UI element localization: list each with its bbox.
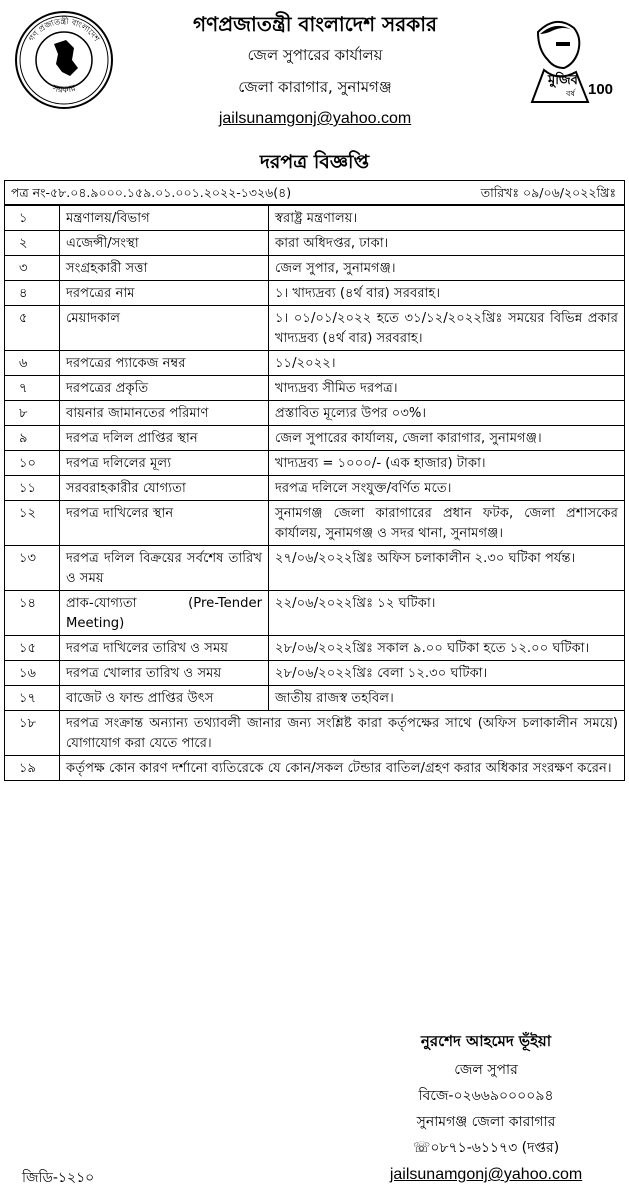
row-label: দরপত্র দলিল প্রাপ্তির স্থান — [60, 426, 269, 451]
row-value: দরপত্র দলিলে সংযুক্ত/বর্ণিত মতে। — [269, 476, 625, 501]
row-label: দরপত্র দাখিলের স্থান — [60, 501, 269, 546]
portrait-caption: মুজিব — [548, 73, 578, 88]
row-label: দরপত্রের প্যাকেজ নম্বর — [60, 351, 269, 376]
row-value: সুনামগঞ্জ জেলা কারাগারের প্রধান ফটক, জেলা প্রশাসকের কার্যালয়, সুনামগঞ্জ ও সদর থানা, সুনামগঞ্জ। — [269, 501, 625, 546]
tender-details-table — [4, 205, 625, 781]
table-row — [5, 661, 625, 686]
reference-row — [4, 180, 625, 205]
row-label: মন্ত্রণালয়/বিভাগ — [60, 206, 269, 231]
signatory-name: নুরশেদ আহমেদ ভূঁইয়া — [420, 1032, 552, 1050]
table-row — [5, 591, 625, 636]
row-number: ৫ — [5, 306, 60, 351]
row-label: দরপত্র খোলার তারিখ ও সময় — [60, 661, 269, 686]
row-value: ১। ০১/০১/২০২২ হতে ৩১/১২/২০২২খ্রিঃ সময়ের বিভিন্ন প্রকার খাদ্যদ্রব্য (৪র্থ বার) সরবরাহ। — [269, 306, 625, 351]
table-row — [5, 256, 625, 281]
row-value: খাদ্যদ্রব্য সীমিত দরপত্র। — [269, 376, 625, 401]
table-row — [5, 281, 625, 306]
row-number: ২ — [5, 231, 60, 256]
table-row — [5, 546, 625, 591]
government-name: গণপ্রজাতন্ত্রী বাংলাদেশ সরকার — [193, 12, 437, 36]
row-label: বাজেট ও ফান্ড প্রাপ্তির উৎস — [60, 686, 269, 711]
row-number: ৭ — [5, 376, 60, 401]
signatory-place: সুনামগঞ্জ জেলা কারাগার — [416, 1114, 556, 1130]
table-row — [5, 426, 625, 451]
signatory-bg-number: বিজে-০২৬৬৯০০০০৯৪ — [418, 1088, 554, 1104]
svg-text:সরকার — [50, 83, 78, 96]
row-label: মেয়াদকাল — [60, 306, 269, 351]
row-number: ১২ — [5, 501, 60, 546]
row-number: ১৮ — [5, 711, 60, 756]
row-number: ৬ — [5, 351, 60, 376]
row-label: দরপত্র দাখিলের তারিখ ও সময় — [60, 636, 269, 661]
row-value: কারা অধিদপ্তর, ঢাকা। — [269, 231, 625, 256]
row-number: ৪ — [5, 281, 60, 306]
row-label: দরপত্র দলিল বিক্রয়ের সর্বশেষ তারিখ ও সময় — [60, 546, 269, 591]
note-text: কর্তৃপক্ষ কোন কারণ দর্শানো ব্যতিরেকে যে কোন/সকল টেন্ডার বাতিল/গ্রহণ করার অধিকার সংরক্ষণ করেন। — [60, 756, 625, 781]
row-label: বায়নার জামানতের পরিমাণ — [60, 401, 269, 426]
row-value: জেল সুপারের কার্যালয়, জেলা কারাগার, সুনামগঞ্জ। — [269, 426, 625, 451]
row-value: প্রস্তাবিত মূল্যের উপর ০৩%। — [269, 401, 625, 426]
reference-number: পত্র নং-৫৮.০৪.৯০০০.১৫৯.০১.০০১.২০২২-১৩২৬(৪) — [11, 185, 292, 200]
row-number: ১৯ — [5, 756, 60, 781]
row-number: ১ — [5, 206, 60, 231]
row-value: ১। খাদ্যদ্রব্য (৪র্থ বার) সরবরাহ। — [269, 281, 625, 306]
signatory-phone: ☏০৮৭১-৬১১৭৩ (দপ্তর) — [412, 1140, 560, 1156]
notice-title: দরপত্র বিজ্ঞপ্তি — [259, 151, 370, 173]
gd-number: জিডি-১২১০ — [22, 1170, 95, 1186]
jail-name: জেলা কারাগার, সুনামগঞ্জ — [238, 78, 392, 96]
row-value: ২৮/০৬/২০২২খ্রিঃ সকাল ৯.০০ ঘটিকা হতে ১২.০০ ঘটিকা। — [269, 636, 625, 661]
header-email-link[interactable]: jailsunamgonj@yahoo.com — [218, 110, 412, 127]
row-label: দরপত্রের নাম — [60, 281, 269, 306]
logo-bottom-text: সরকার — [50, 83, 78, 96]
portrait-number: 100 — [588, 81, 614, 98]
row-number: ১৬ — [5, 661, 60, 686]
row-label: প্রাক-যোগ্যতা (Pre-Tender Meeting) — [60, 591, 269, 636]
table-row — [5, 206, 625, 231]
note-row — [5, 756, 625, 781]
mujib-portrait-logo — [508, 12, 620, 108]
office-name: জেল সুপারের কার্যালয় — [247, 46, 383, 64]
row-number: ৩ — [5, 256, 60, 281]
table-row — [5, 686, 625, 711]
row-value: জেল সুপার, সুনামগঞ্জ। — [269, 256, 625, 281]
row-number: ১৫ — [5, 636, 60, 661]
row-number: ১১ — [5, 476, 60, 501]
note-row — [5, 711, 625, 756]
row-label: দরপত্রের প্রকৃতি — [60, 376, 269, 401]
table-row — [5, 636, 625, 661]
table-row — [5, 401, 625, 426]
row-number: ৮ — [5, 401, 60, 426]
row-label: সংগ্রহকারী সত্তা — [60, 256, 269, 281]
row-label: এজেন্সী/সংস্থা — [60, 231, 269, 256]
row-label: সরবরাহকারীর যোগ্যতা — [60, 476, 269, 501]
row-number: ৯ — [5, 426, 60, 451]
table-row — [5, 501, 625, 546]
row-value: খাদ্যদ্রব্য = ১০০০/- (এক হাজার) টাকা। — [269, 451, 625, 476]
note-text: দরপত্র সংক্রান্ত অন্যান্য তথ্যাবলী জানার জন্য সংশ্লিষ্ট কারা কর্তৃপক্ষের সাথে (অফিস চলাকালীন সময়ে) যোগাযোগ করা যেতে পারে। — [60, 711, 625, 756]
row-value: ২৮/০৬/২০২২খ্রিঃ বেলা ১২.৩০ ঘটিকা। — [269, 661, 625, 686]
table-row — [5, 376, 625, 401]
row-value: জাতীয় রাজস্ব তহবিল। — [269, 686, 625, 711]
table-row — [5, 306, 625, 351]
table-row — [5, 476, 625, 501]
signatory-designation: জেল সুপার — [454, 1062, 518, 1078]
row-value: ২৭/০৬/২০২২খ্রিঃ অফিস চলাকালীন ২.৩০ ঘটিকা পর্যন্ত। — [269, 546, 625, 591]
logo-top-text: গণ প্রজাতন্ত্রী বাংলাদেশ — [26, 16, 102, 44]
row-number: ১০ — [5, 451, 60, 476]
row-value: স্বরাষ্ট্র মন্ত্রণালয়। — [269, 206, 625, 231]
row-value: ২২/০৬/২০২২খ্রিঃ ১২ ঘটিকা। — [269, 591, 625, 636]
row-number: ১৭ — [5, 686, 60, 711]
row-label: দরপত্র দলিলের মূল্য — [60, 451, 269, 476]
table-row — [5, 231, 625, 256]
table-row — [5, 351, 625, 376]
government-emblem-logo — [14, 10, 114, 110]
row-value: ১১/২০২২। — [269, 351, 625, 376]
table-row — [5, 451, 625, 476]
reference-date: তারিখঃ ০৯/০৬/২০২২খ্রিঃ — [480, 185, 616, 200]
portrait-caption-2: বর্ষ — [566, 89, 575, 98]
footer-email-link[interactable]: jailsunamgonj@yahoo.com — [389, 1166, 583, 1183]
row-number: ১৪ — [5, 591, 60, 636]
row-number: ১৩ — [5, 546, 60, 591]
